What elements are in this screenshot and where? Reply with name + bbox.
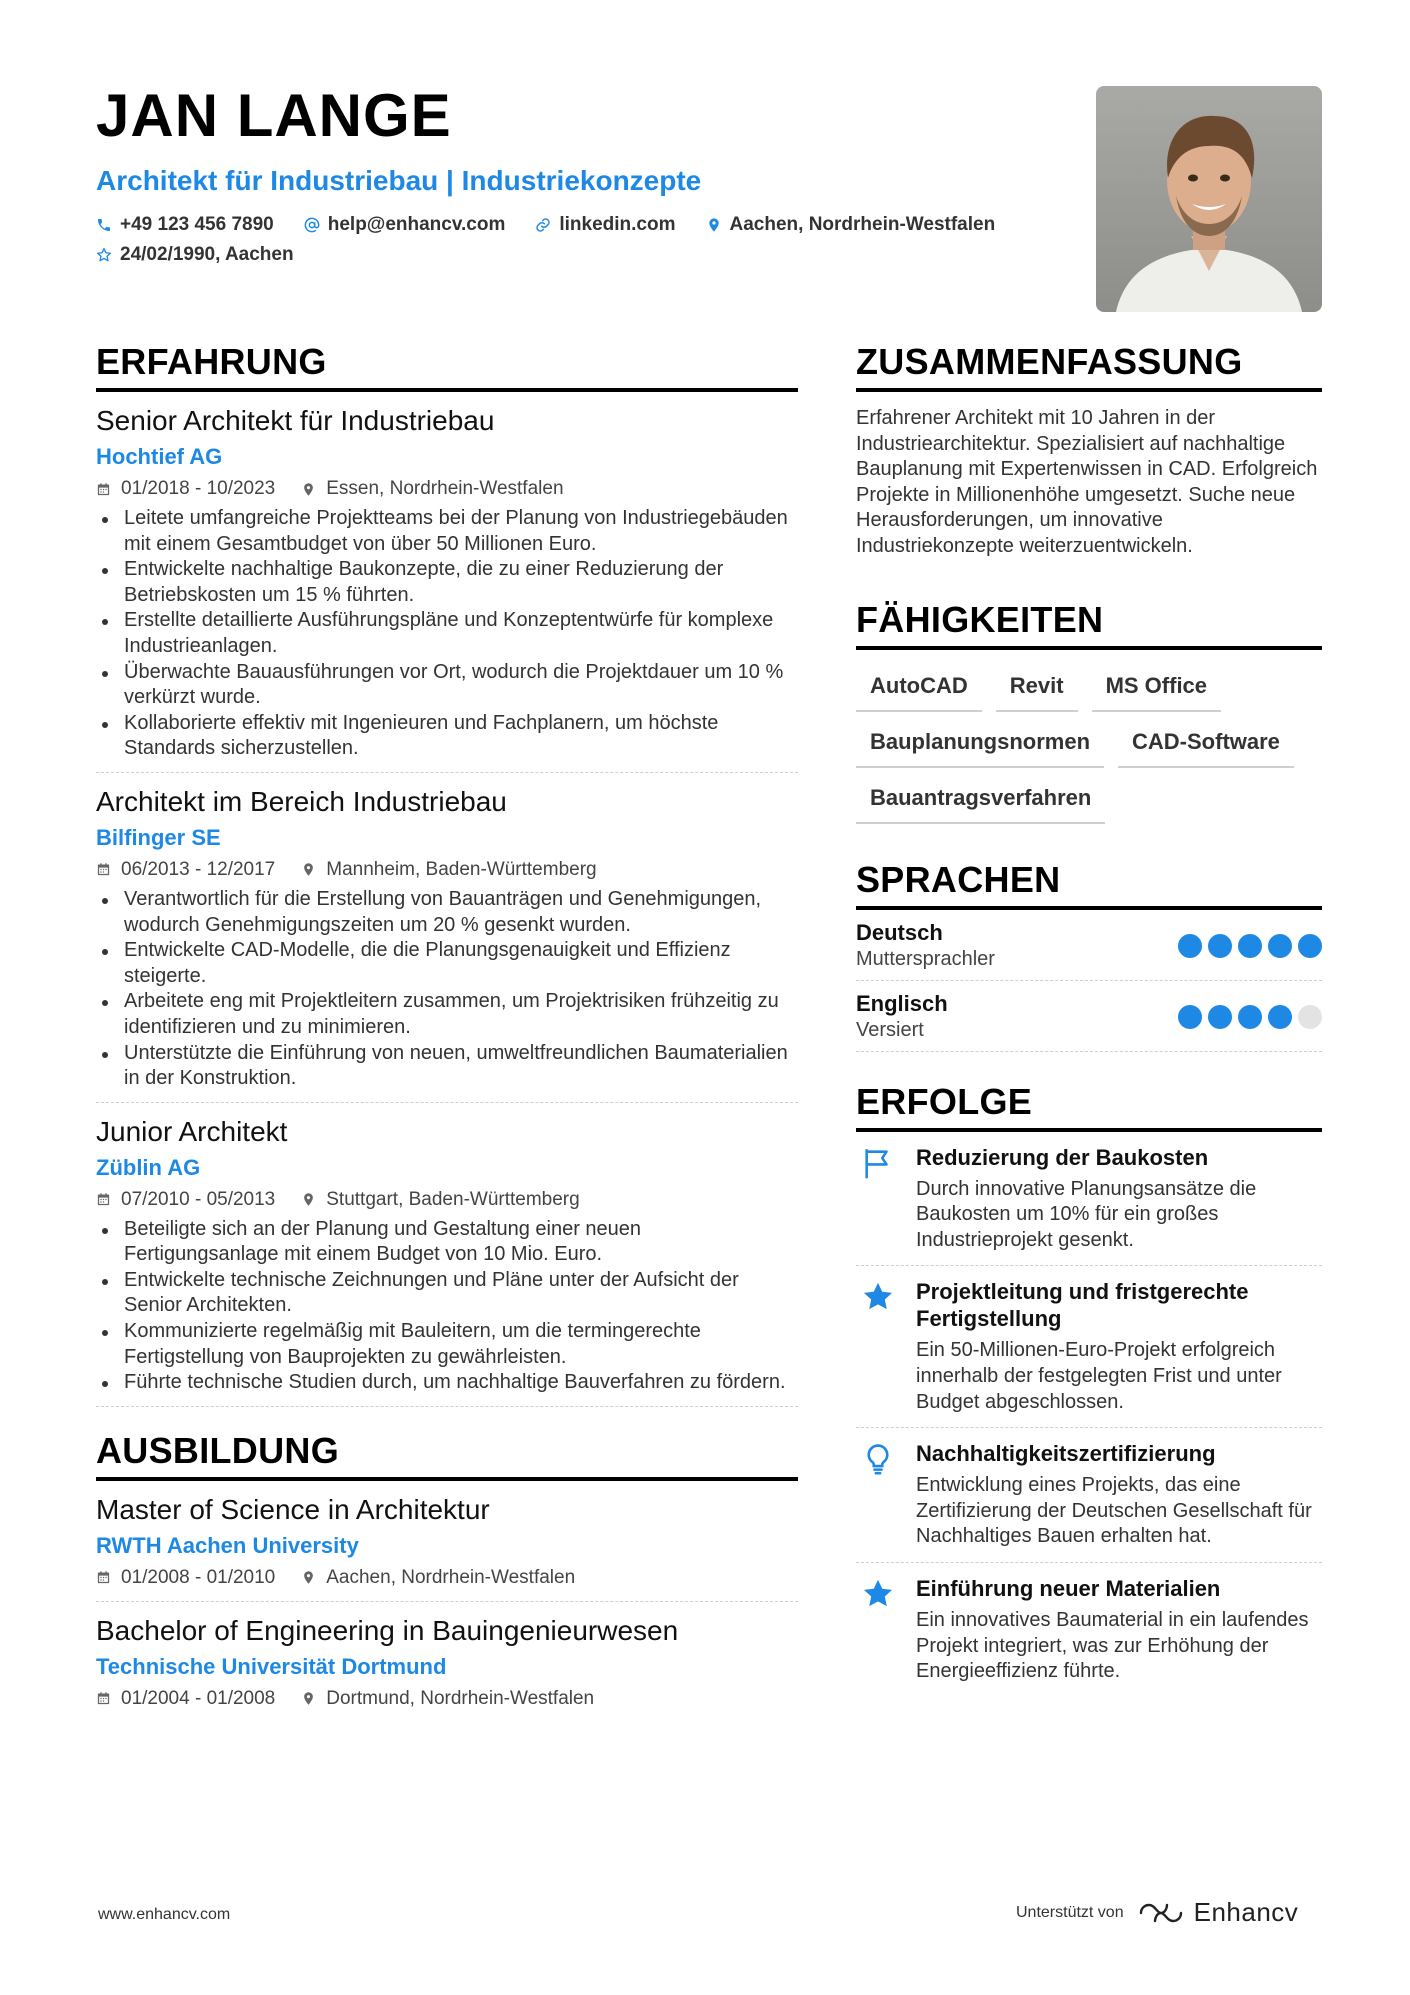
job-dates: 01/2018 - 10/2023 xyxy=(96,478,275,500)
school-name: Technische Universität Dortmund xyxy=(96,1653,447,1679)
achievement-item xyxy=(856,1266,1322,1428)
star-outline-icon xyxy=(96,247,112,263)
job-bullet: Verantwortlich für die Erstellung von Bauanträgen und Genehmigungen, wodurch Genehmigungszeiten um 20 % gesenkt wurden. xyxy=(96,887,798,938)
language-item xyxy=(856,910,1322,981)
languages-heading: SPRACHEN xyxy=(856,858,1322,910)
education-heading: AUSBILDUNG xyxy=(96,1429,798,1481)
candidate-name: JAN LANGE xyxy=(96,82,452,149)
skill-tag: Bauplanungsnormen xyxy=(856,724,1104,768)
language-level: Versiert xyxy=(856,1018,924,1041)
education-meta xyxy=(96,1688,798,1710)
email-text: help@enhancv.com xyxy=(327,214,506,235)
job-bullets xyxy=(96,1217,798,1396)
contact-email[interactable] xyxy=(304,214,506,236)
job-location: Essen, Nordrhein-Westfalen xyxy=(301,478,563,500)
skill-tag: CAD-Software xyxy=(1118,724,1294,768)
resume-header xyxy=(96,82,1056,266)
right-column xyxy=(856,340,1322,1697)
phone-icon xyxy=(96,217,112,233)
profile-photo xyxy=(1096,86,1322,312)
education-dates: 01/2004 - 01/2008 xyxy=(96,1688,275,1710)
job-meta xyxy=(96,1189,798,1211)
skill-tag: AutoCAD xyxy=(856,668,982,712)
star-icon xyxy=(856,1278,900,1415)
contact-list xyxy=(96,214,1056,266)
achievement-title: Projektleitung und fristgerechte Fertigstellung xyxy=(916,1279,1249,1332)
education-location: Dortmund, Nordrhein-Westfalen xyxy=(301,1688,594,1710)
degree-title: Master of Science in Architektur xyxy=(96,1493,490,1525)
skills-heading: FÄHIGKEITEN xyxy=(856,598,1322,650)
job-title: Senior Architekt für Industriebau xyxy=(96,405,495,436)
achievement-description: Entwicklung eines Projekts, das eine Zertifizierung der Deutschen Gesellschaft für Nachhaltiges Bauen erhalten hat. xyxy=(916,1474,1312,1548)
star-icon xyxy=(856,1575,900,1685)
job-meta xyxy=(96,478,798,500)
job-title: Architekt im Bereich Industriebau xyxy=(96,785,507,817)
job-company: Züblin AG xyxy=(96,1154,201,1180)
job-dates: 07/2010 - 05/2013 xyxy=(96,1189,275,1211)
language-rating xyxy=(1178,1005,1322,1029)
job-location: Mannheim, Baden-Württemberg xyxy=(301,859,596,881)
linkedin-text: linkedin.com xyxy=(559,214,676,235)
job-bullet: Entwickelte CAD-Modelle, die die Planungsgenauigkeit und Effizienz steigerte. xyxy=(96,938,798,989)
rating-dot-empty xyxy=(1298,1005,1322,1029)
phone-text: +49 123 456 7890 xyxy=(120,214,274,235)
location-pin-icon xyxy=(301,1570,316,1585)
language-rating xyxy=(1178,934,1322,958)
achievement-description: Ein 50-Millionen-Euro-Projekt erfolgreich innerhalb der festgelegten Frist und unter Budget abgeschlossen. xyxy=(916,1339,1282,1413)
summary-heading: ZUSAMMENFASSUNG xyxy=(856,340,1322,392)
location-pin-icon xyxy=(301,1192,316,1207)
job-bullet: Entwickelte technische Zeichnungen und Pläne unter der Aufsicht der Senior Architekten. xyxy=(96,1268,798,1319)
link-icon xyxy=(535,217,551,233)
location-pin-icon xyxy=(301,862,316,877)
achievement-description: Ein innovatives Baumaterial in ein laufendes Projekt integriert, was zur Erhöhung der Energieeffizienz führte. xyxy=(916,1608,1309,1683)
degree-title: Bachelor of Engineering in Bauingenieurwesen xyxy=(96,1614,679,1646)
contact-location xyxy=(706,214,996,236)
enhancv-logo[interactable] xyxy=(1138,1897,1299,1928)
achievement-title: Reduzierung der Baukosten xyxy=(916,1144,1209,1170)
at-icon xyxy=(304,217,320,233)
contact-linkedin[interactable] xyxy=(535,214,675,236)
lightbulb-icon xyxy=(856,1440,900,1550)
job-bullet: Kommunizierte regelmäßig mit Bauleitern, um die termingerechte Fertigstellung von Bauprojekten zu gewährleisten. xyxy=(96,1319,798,1370)
education-location: Aachen, Nordrhein-Westfalen xyxy=(301,1567,575,1589)
rating-dot-filled xyxy=(1268,934,1292,958)
location-text: Aachen, Nordrhein-Westfalen xyxy=(729,214,996,235)
job-company: Hochtief AG xyxy=(96,444,223,469)
enhancv-logo-icon xyxy=(1138,1901,1184,1925)
rating-dot-filled xyxy=(1298,934,1322,958)
language-name: Deutsch xyxy=(856,919,943,945)
job-entry xyxy=(96,1103,798,1407)
calendar-icon xyxy=(96,1570,111,1585)
rating-dot-filled xyxy=(1268,1005,1292,1029)
rating-dot-filled xyxy=(1238,1005,1262,1029)
brand-name: Enhancv xyxy=(1193,1897,1299,1927)
location-pin-icon xyxy=(301,482,316,497)
footer-website-link[interactable]: www.enhancv.com xyxy=(98,1906,231,1923)
achievement-description: Durch innovative Planungsansätze die Baukosten um 10% für ein großes Industrieprojekt gesenkt. xyxy=(916,1177,1257,1251)
job-bullet: Unterstützte die Einführung von neuen, umweltfreundlichen Baumaterialien in der Konstruktion. xyxy=(96,1041,798,1092)
location-pin-icon xyxy=(706,217,722,233)
summary-text: Erfahrener Architekt mit 10 Jahren in der Industriearchitektur. Spezialisiert auf nachhaltige Bauplanung mit Expertenwissen in CAD. Erfolgreich Projekte in Millionenhöhe umgesetzt. Suche neue Herausforderungen, um innovative Industriekonzepte weiterzuentwickeln. xyxy=(856,407,1318,557)
education-entry xyxy=(96,1602,798,1722)
rating-dot-filled xyxy=(1178,934,1202,958)
rating-dot-filled xyxy=(1238,934,1262,958)
education-entry xyxy=(96,1481,798,1602)
skills-list xyxy=(856,668,1322,824)
job-title: Junior Architekt xyxy=(96,1115,288,1147)
skill-tag: Revit xyxy=(996,668,1078,712)
experience-heading: ERFAHRUNG xyxy=(96,340,798,392)
job-location: Stuttgart, Baden-Württemberg xyxy=(301,1189,579,1211)
job-bullet: Kollaborierte effektiv mit Ingenieuren und Fachplanern, um höchste Standards sicherzustellen. xyxy=(96,711,798,762)
calendar-icon xyxy=(96,482,111,497)
rating-dot-filled xyxy=(1208,1005,1232,1029)
job-meta xyxy=(96,859,798,881)
location-pin-icon xyxy=(301,1691,316,1706)
job-bullet: Entwickelte nachhaltige Baukonzepte, die zu einer Reduzierung der Betriebskosten um 15 % führten. xyxy=(96,557,798,608)
calendar-icon xyxy=(96,1192,111,1207)
achievement-item xyxy=(856,1428,1322,1563)
job-entry xyxy=(96,773,798,1103)
job-bullets xyxy=(96,506,798,762)
achievement-title: Einführung neuer Materialien xyxy=(916,1575,1221,1601)
rating-dot-filled xyxy=(1178,1005,1202,1029)
job-bullets xyxy=(96,887,798,1092)
footer-branding xyxy=(1016,1897,1298,1928)
school-name: RWTH Aachen University xyxy=(96,1532,359,1558)
job-bullet: Arbeitete eng mit Projektleitern zusammen, um Projektrisiken frühzeitig zu identifizieren und zu minimieren. xyxy=(96,989,798,1040)
language-level: Muttersprachler xyxy=(856,947,995,970)
rating-dot-filled xyxy=(1208,934,1232,958)
job-bullet: Beteiligte sich an der Planung und Gestaltung einer neuen Fertigungsanlage mit einem Budget von 10 Mio. Euro. xyxy=(96,1217,798,1268)
calendar-icon xyxy=(96,1691,111,1706)
job-dates: 06/2013 - 12/2017 xyxy=(96,859,275,881)
achievements-heading: ERFOLGE xyxy=(856,1080,1322,1132)
calendar-icon xyxy=(96,862,111,877)
job-entry xyxy=(96,392,798,773)
candidate-headline: Architekt für Industriebau | Industriekonzepte xyxy=(96,165,702,196)
job-bullet: Führte technische Studien durch, um nachhaltige Bauverfahren zu fördern. xyxy=(96,1370,798,1396)
language-item xyxy=(856,981,1322,1052)
flag-icon xyxy=(856,1144,900,1254)
achievement-item xyxy=(856,1563,1322,1697)
job-bullet: Erstellte detaillierte Ausführungspläne und Konzeptentwürfe für komplexe Industrieanlagen. xyxy=(96,608,798,659)
contact-phone[interactable] xyxy=(96,214,274,236)
contact-birth xyxy=(96,244,294,266)
powered-by-text: Unterstützt von xyxy=(1016,1903,1124,1921)
birth-text: 24/02/1990, Aachen xyxy=(120,244,294,265)
job-bullet: Überwachte Bauausführungen vor Ort, wodurch die Projektdauer um 10 % verkürzt wurde. xyxy=(96,660,798,711)
job-bullet: Leitete umfangreiche Projektteams bei der Planung von Industriegebäuden mit einem Gesamtbudget von über 50 Millionen Euro. xyxy=(96,506,798,557)
skill-tag: MS Office xyxy=(1092,668,1221,712)
achievement-item xyxy=(856,1132,1322,1267)
achievement-title: Nachhaltigkeitszertifizierung xyxy=(916,1441,1216,1467)
education-dates: 01/2008 - 01/2010 xyxy=(96,1567,275,1589)
language-name: Englisch xyxy=(856,990,948,1016)
education-meta xyxy=(96,1567,798,1589)
job-company: Bilfinger SE xyxy=(96,824,221,850)
left-column xyxy=(96,340,798,1722)
skill-tag: Bauantragsverfahren xyxy=(856,780,1105,824)
